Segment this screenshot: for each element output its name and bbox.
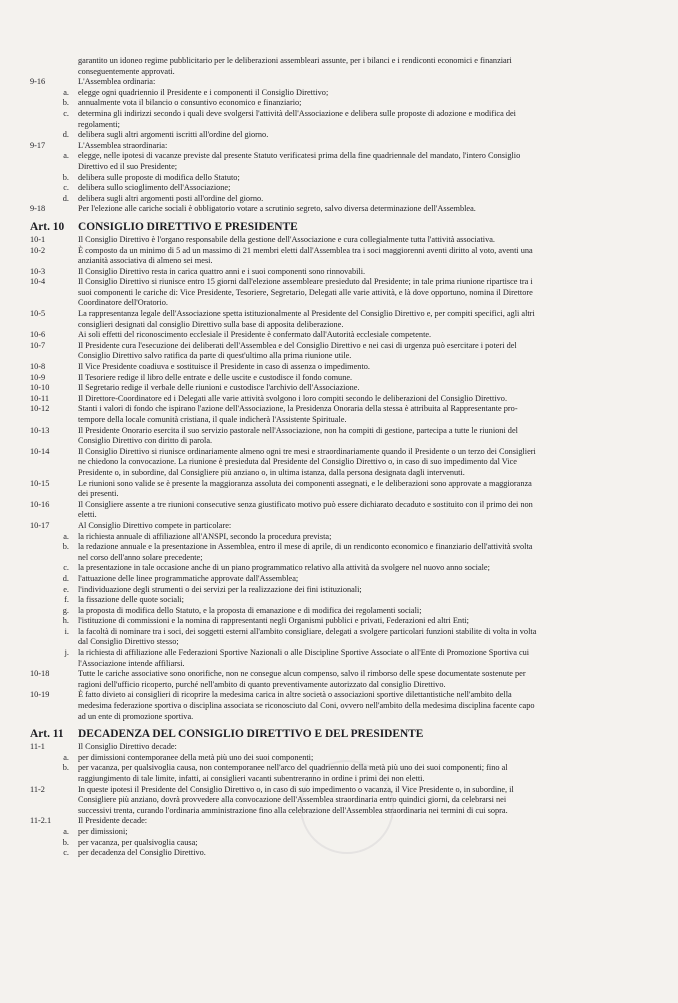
clause-number: 10-1 [30,234,46,244]
line-text: Consiglio Direttivo salvo ratifica da parte di quest'ultimo alla prima riunione utile. [78,351,352,361]
clause-number [0,806,78,817]
clause-number: 10-12 [30,404,50,414]
clause-number: 10-16 [30,499,50,509]
item-letter: d. [62,130,69,140]
clause-number [0,320,78,331]
paragraph-line [0,341,658,352]
paragraph-line [0,616,658,627]
paragraph-line [0,162,658,173]
paragraph-line [0,277,658,288]
line-text: per decadenza del Consiglio Direttivo. [78,848,206,858]
clause-number [0,351,78,362]
line-text: Il Vice Presidente coadiuva e sostituisce il Presidente in caso di assenza o impedimento. [78,362,370,372]
line-text: Al Consiglio Direttivo compete in particolare: [78,520,232,530]
item-letter: g. [62,605,69,615]
line-text: elegge ogni quadriennio il Presidente e i componenti il Consiglio Direttivo; [78,87,329,97]
paragraph-line [0,288,658,299]
paragraph-line [0,637,658,648]
paragraph-line [0,404,658,415]
line-text: suoi componenti le cariche di: Vice Presidente, Tesoriere, Segretario, Delegati alle varie attività, e là dove opportuno, nomina il Direttore [78,287,533,297]
paragraph-line [0,606,658,617]
paragraph-line [0,173,658,184]
clause-number [0,701,78,712]
clause-number [0,659,78,670]
clause-number: 10-4 [30,277,46,287]
item-letter: f. [64,595,69,605]
item-letter: b. [62,763,69,773]
item-letter: a. [63,87,69,97]
paragraph-line [0,532,658,543]
clause-number: 10-6 [30,330,46,340]
paragraph-line [0,88,658,99]
paragraph-line [0,256,658,267]
clause-number: 9-16 [30,77,46,87]
clause-number [0,298,78,309]
line-text: per vacanza, per qualsivoglia causa, non contemporanee nell'arco del quadriennio della metà più uno dei suoi componenti; fino al [78,763,508,773]
paragraph-line [0,56,658,67]
line-text: Il Consiglio Direttivo si riunisce entro 15 giorni dall'elezione assembleare presieduto dal Presidente; in tale prima riunione ripartisce tra i [78,277,533,287]
line-text: per dimissioni; [78,826,128,836]
line-text: Stanti i valori di fondo che ispirano l'azione dell'Associazione, la Presidenza Onoraria della stessa è attribuita al Rappresentante pro- [78,404,518,414]
paragraph-line [0,457,658,468]
line-text: per dimissioni contemporanee della metà più uno dei suoi componenti; [78,752,314,762]
line-text: Consigliere più anziano, dovrà provvedere alla convocazione dell'Assemblea straordinaria entro quindici giorni, da celebrarsi nei [78,795,507,805]
paragraph-line [0,479,658,490]
clause-number: 9-17 [30,140,46,150]
line-text: per vacanza, per qualsivoglia causa; [78,837,198,847]
paragraph-line [0,362,658,373]
clause-number [0,468,78,479]
line-text: garantito un idoneo regime pubblicitario per le deliberazioni assembleari assunte, per i bilanci e i rendiconti economici e finanziari [78,56,512,65]
line-text: tempore della locale comunità cristiana, il quale indicherà l'Assistente Spirituale. [78,415,347,424]
paragraph-line [0,383,658,394]
line-text: la fissazione delle quote sociali; [78,595,184,605]
paragraph-line [0,595,658,606]
line-text: Le riunioni sono valide se è presente la maggioranza assoluta dei componenti assegnati, e le deliberazioni sono approvate a maggioranza [78,478,532,488]
line-text: eletti. [78,510,97,520]
line-text: Il Consiglio Direttivo resta in carica quattro anni e i suoi componenti sono rinnovabili. [78,266,366,276]
paragraph-line [0,489,658,500]
line-text: Il Consiglio Direttivo è l'organo responsabile della gestione dell'Associazione e cura collegialmente tutta l'attività associativa. [78,234,495,244]
item-letter: a. [63,531,69,541]
line-text: Il Presidente Onorario esercita il suo servizio pastorale nell'Associazione, non ha compiti di gestione, partecipa a tutte le riunioni del [78,425,518,435]
line-text: conseguentemente approvati. [78,66,175,76]
line-text: Presidente o, in subordine, dal Consigliere più anziano o, in ultima istanza, dalla persona designata dagli intervenuti. [78,467,465,477]
clause-number [0,288,78,299]
clause-number [0,795,78,806]
paragraph-line [0,669,658,680]
paragraph-line [0,468,658,479]
paragraph-line [0,67,658,78]
clause-number [0,256,78,267]
paragraph-line [0,521,658,532]
line-text: dal Consiglio Direttivo stesso; [78,637,179,647]
item-letter: b. [62,837,69,847]
paragraph-line [0,246,658,257]
paragraph-line [0,373,658,384]
clause-number: 10-17 [30,520,50,530]
paragraph-line [0,753,658,764]
item-letter: a. [63,752,69,762]
paragraph-line [0,680,658,691]
line-text: la facoltà di nominare tra i soci, dei soggetti esterni all'ambito consigliare, delegati a svolgere particolari funzioni stabilite di volta in volta [78,626,537,636]
clause-number [0,680,78,691]
line-text: successivi trenta, curando l'ordinaria amministrazione fino alla celebrazione dell'Assemblea straordinaria nei termini di cui sopra. [78,805,508,815]
paragraph-line [0,500,658,511]
clause-number [0,712,78,723]
line-text: la proposta di modifica dello Statuto, e la proposta di emanazione e di modifica dei regolamenti sociali; [78,605,422,615]
paragraph-line [0,447,658,458]
clause-number: 10-5 [30,309,46,319]
line-text: medesima federazione sportiva o disciplina associata se riconosciuto dal Coni, ovvero nell'ambito della medesima disciplina facente capo [78,701,535,711]
paragraph-line [0,109,658,120]
paragraph-line [0,712,658,723]
paragraph-line [0,436,658,447]
clause-number: 10-7 [30,340,46,350]
line-text: Ai soli effetti del riconoscimento ecclesiale il Presidente è confermato dall'Autorità ecclesiale competente. [78,330,432,340]
paragraph-line [0,351,658,362]
line-text: annualmente vota il bilancio o consuntivo economico e finanziario; [78,98,302,108]
paragraph-line [0,77,658,88]
item-letter: d. [62,193,69,203]
paragraph-line [0,627,658,638]
line-text: L'Assemblea straordinaria: [78,140,168,150]
clause-number: 9-18 [30,204,46,214]
paragraph-line [0,742,658,753]
clause-number [0,162,78,173]
item-letter: d. [62,573,69,583]
line-text: Il Consigliere assente a tre riunioni consecutive senza giustificato motivo può essere dichiarato decaduto e sostituito con il primo dei non [78,499,533,509]
line-text: la richiesta annuale di affiliazione all'ANSPI, secondo la procedura prevista; [78,531,332,541]
clause-number: 10-19 [30,690,50,700]
line-text: l'individuazione degli strumenti o dei servizi per la realizzazione dei fini istituzionali; [78,584,362,594]
clause-number [0,637,78,648]
line-text: nel corso dell'anno solare precedente; [78,552,203,562]
clause-number: 10-3 [30,266,46,276]
paragraph-line [0,542,658,553]
paragraph-line [0,194,658,205]
paragraph-line [0,553,658,564]
line-text: Il Tesoriere redige il libro delle entrate e delle uscite e custodisce il fondo comune. [78,372,353,382]
line-text: l'istituzione di commissioni e la nomina di rappresentanti negli Organismi pubblici e privati, Federazioni ed altri Enti; [78,616,469,626]
line-text: la presentazione in tale occasione anche di un piano programmatico relativo alla attività da svolgere nel nuovo anno sociale; [78,563,490,573]
paragraph-line [0,659,658,670]
paragraph-line [0,701,658,712]
line-text: delibera sugli altri argomenti posti all'ordine del giorno. [78,193,264,203]
clause-number: 10-13 [30,425,50,435]
line-text: Consiglio Direttivo con diritto di parola. [78,436,213,446]
line-text: dei presenti. [78,489,119,499]
clause-number [0,120,78,131]
item-letter: c. [63,563,69,573]
line-text: La rappresentanza legale dell'Associazione spetta istituzionalmente al Presidente del Consiglio Direttivo e, per compiti specifici, agli altri [78,309,535,319]
clause-number [0,457,78,468]
line-text: delibera sulle proposte di modifica dello Statuto; [78,172,240,182]
item-letter: h. [62,616,69,626]
item-letter: c. [63,848,69,858]
line-text: l'Associazione intende affiliarsi. [78,658,185,668]
line-text: delibera sullo scioglimento dell'Associazione; [78,183,231,193]
line-text: ad un ente di promozione sportiva. [78,711,194,721]
clause-number: 10-15 [30,478,50,488]
line-text: anzianità associativa di almeno sei mesi. [78,256,213,266]
clause-number: 10-9 [30,372,46,382]
item-letter: j. [64,648,69,658]
line-text: consiglieri designati dal consiglio Direttivo sulla base di apposita deliberazione. [78,319,344,329]
clause-number [0,774,78,785]
paragraph-line [0,130,658,141]
line-text: Direttivo ed il suo Presidente; [78,161,178,171]
item-letter: b. [62,542,69,552]
item-letter: b. [62,172,69,182]
paragraph-line [0,183,658,194]
item-letter: c. [63,183,69,193]
paragraph-line [0,320,658,331]
article-number: Art. 10 [30,220,65,233]
clause-number: 10-18 [30,669,50,679]
paragraph-line [0,98,658,109]
clause-number: 11-1 [30,742,45,752]
clause-number: 10-11 [30,393,50,403]
clause-number: 10-14 [30,446,50,456]
clause-number: 10-10 [30,383,50,393]
article-title: CONSIGLIO DIRETTIVO E PRESIDENTE [78,220,298,233]
line-text: l'attuazione delle linee programmatiche approvate dall'Assemblea; [78,573,299,583]
clause-number [0,67,78,78]
line-text: la redazione annuale e la presentazione in Assemblea, entro il mese di aprile, di un rendiconto economico e finanziario dell'attività svolta [78,542,533,552]
paragraph-line [0,648,658,659]
line-text: ne chiedono la convocazione. La riunione è presieduta dal Presidente del Consiglio Direttivo o, in caso di suo impedimento dal Vice [78,457,517,467]
paragraph-line [0,426,658,437]
paragraph-line [0,120,658,131]
line-text: Il Presidente decade: [78,816,148,826]
paragraph-line [0,510,658,521]
clause-number: 11-2.1 [30,816,52,826]
item-letter: b. [62,98,69,108]
paragraph-line [0,235,658,246]
paragraph-line [0,690,658,701]
line-text: Il Direttore-Coordinatore ed i Delegati alle varie attività svolgono i loro compiti secondo le deliberazioni del Consiglio Direttivo. [78,393,508,403]
item-letter: a. [63,826,69,836]
paragraph-line [0,394,658,405]
paragraph-line [0,141,658,152]
line-text: Il Consiglio Direttivo si riunisce ordinariamente almeno ogni tre mesi e straordinariamente quando il Presidente o un terzo dei Consiglieri [78,446,536,456]
clause-number [0,56,78,67]
line-text: raggiungimento di tale limite, infatti, ai consiglieri vacanti subentreranno in ordine i primi dei non eletti. [78,774,425,783]
article-heading [0,728,658,741]
paragraph-line [0,415,658,426]
paragraph-line [0,563,658,574]
line-text: Coordinatore dell'Oratorio. [78,298,168,308]
clause-number [0,489,78,500]
faded-seal [300,760,394,854]
clause-number: 10-8 [30,362,46,372]
line-text: Per l'elezione alle cariche sociali è obbligatorio votare a scrutinio segreto, salvo diversa determinazione dell'Assemblea. [78,204,476,214]
paragraph-line [0,267,658,278]
clause-number: 11-2 [30,784,45,794]
article-heading [0,221,658,234]
clause-number [0,415,78,426]
paragraph-line [0,330,658,341]
line-text: Il Segretario redige il verbale delle riunioni e custodisce l'archivio dell'Associazione. [78,383,360,393]
line-text: delibera sugli altri argomenti iscritti all'ordine del giorno. [78,130,269,140]
line-text: elegge, nelle ipotesi di vacanze previste dal presente Statuto verificatesi prima della fine quadriennale del mandato, l'intero Consiglio [78,151,521,161]
line-text: È fatto divieto ai consiglieri di ricoprire la medesima carica in altre società o associazioni sportive dilettantistiche nell'ambito della [78,690,512,700]
paragraph-line [0,298,658,309]
clause-number [0,510,78,521]
line-text: determina gli indirizzi secondo i quali deve svolgersi l'attività dell'Associazione e delibera sulle proposte di adozione e modifica dei [78,108,516,118]
paragraph-line [0,574,658,585]
line-text: In queste ipotesi il Presidente del Consiglio Direttivo o, in caso di suo impedimento o vacanza, il Vice Presidente o, in subordine, il [78,784,514,794]
article-number: Art. 11 [30,728,64,741]
item-letter: a. [63,151,69,161]
paragraph-line [0,309,658,320]
line-text: È composto da un minimo di 5 ad un massimo di 21 membri eletti dall'Assemblea tra i soci maggiorenni aventi diritto al voto, aventi una [78,245,533,255]
paragraph-line [0,585,658,596]
line-text: la richiesta di affiliazione alle Federazioni Sportive Nazionali o alle Discipline Sportive Associate o all'Ente di Promozione Sportiva cui [78,648,530,658]
item-letter: c. [63,108,69,118]
clause-number: 10-2 [30,245,46,255]
line-text: ragioni dell'ufficio ricoperto, purché nell'ambito di quanto preventivamente autorizzato dal consiglio Direttivo. [78,679,446,689]
item-letter: e. [63,584,69,594]
line-text: Il Presidente cura l'esecuzione dei deliberati dell'Assemblea e del Consiglio Direttivo e nei casi di urgenza può esercitare i poteri del [78,340,517,350]
line-text: L'Assemblea ordinaria: [78,77,156,87]
item-letter: i. [64,626,69,636]
clause-number [0,553,78,564]
clause-number [0,436,78,447]
paragraph-line [0,151,658,162]
paragraph-line [0,204,658,215]
line-text: regolamenti; [78,119,120,129]
line-text: Tutte le cariche associative sono onorifiche, non ne consegue alcun compenso, salvo il rimborso delle spese documentate sostenute per [78,669,526,679]
line-text: Il Consiglio Direttivo decade: [78,742,177,752]
article-title: DECADENZA DEL CONSIGLIO DIRETTIVO E DEL PRESIDENTE [78,728,424,741]
